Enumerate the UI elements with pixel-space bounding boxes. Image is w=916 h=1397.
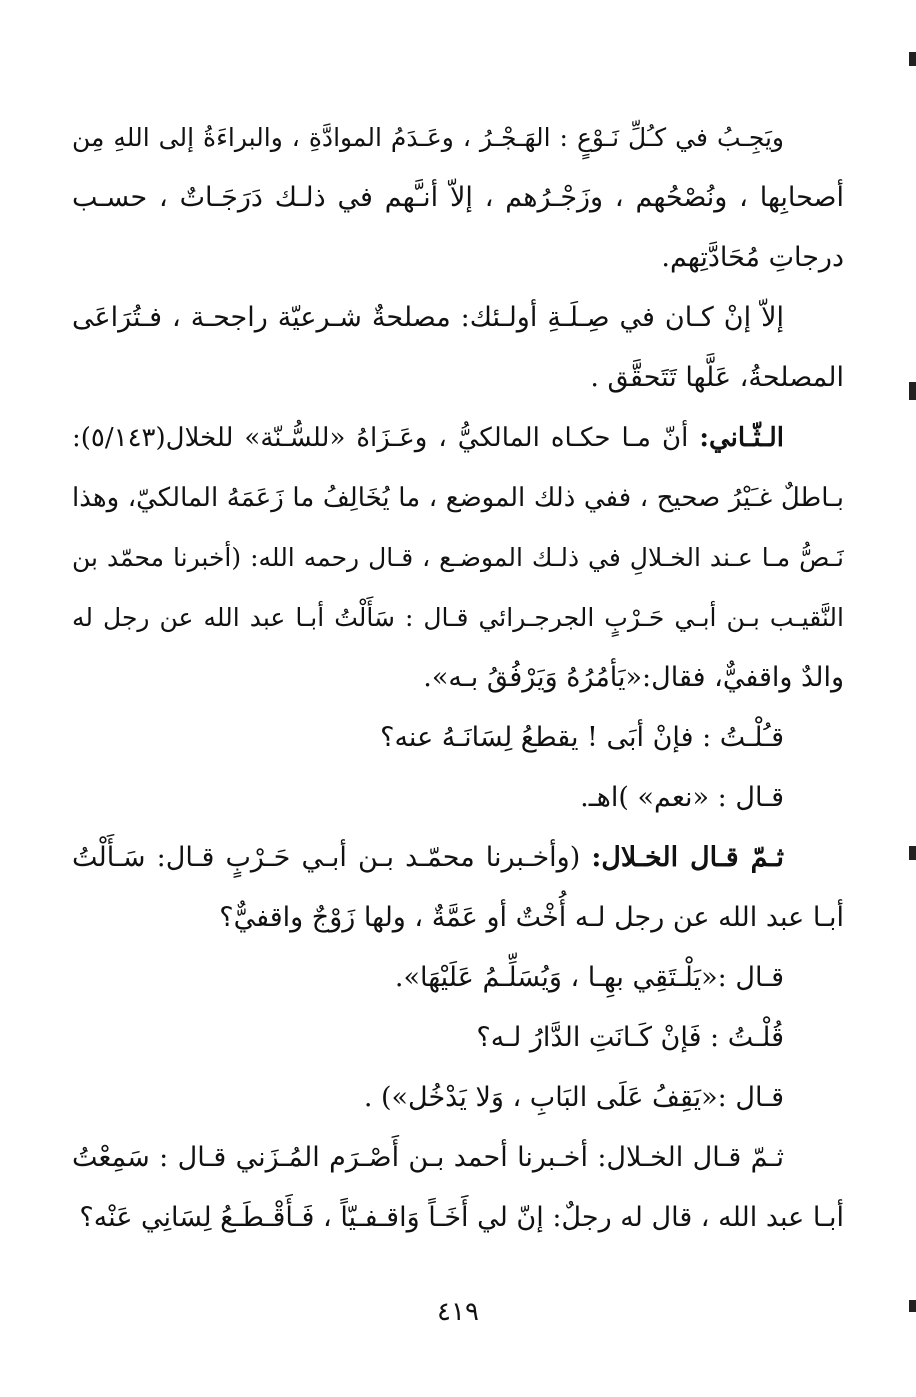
text-line: قـُلْـتُ : فإنْ أبَى ! يقطعُ لِسَانَـهُ عنه؟ [380, 722, 784, 753]
text-line: ثـمّ قـال الخـلال: أخـبرنا أحمد بـن أَصْـرَم المُـزَني قـال : سَمِعْتُ [72, 1142, 784, 1173]
text-line: نَـصُّ مـا عـند الخـلالِ في ذلـك الموضـع ، قـال رحمه الله: (أخبرنا محمّد بن [72, 543, 844, 572]
body-text [72, 108, 844, 1248]
line-rest: (وأخـبرنا محمّـد بـن أبـي حَـرْبٍ قـال: سَـأَلْتُ [72, 842, 592, 873]
edge-mark [909, 846, 916, 860]
text-line: قـال :«يَقِفُ عَلَى البَابِ ، وَلا يَدْخُل») . [363, 1082, 784, 1113]
edge-mark [909, 382, 916, 400]
text-line: قُلْـتُ : فَإنْ كَـانَتِ الدَّارُ لـه؟ [476, 1022, 784, 1053]
line-rest: أنّ مـا حكـاه المالكيُّ ، وعَـزَاهُ «للسُّـنّة» للخلال(٥/١٤٣): [72, 423, 700, 453]
lead-phrase: الـثّـاني: [699, 423, 784, 453]
text-line [72, 408, 844, 468]
page-number: ٤١٩ [437, 1297, 479, 1327]
text-line [72, 828, 844, 888]
text-line: ويَجِـبُ في كـُلِّ نَـوْعٍ : الهَـجْـرُ ، وعَـدَمُ الموادَّةِ ، والبراءَةُ إلى اللهِ مِن [72, 123, 784, 152]
edge-mark [909, 52, 916, 66]
lead-phrase: ثـمّ قـال الخـلال: [591, 842, 784, 873]
text-line: بـاطلٌ غـَيْرُ صحيح ، ففي ذلك الموضع ، ما يُخَالِفُ ما زَعَمَهُ المالكيّ، وهذا [72, 483, 844, 513]
text-line: قـال : «نعم» )اهـ. [580, 782, 784, 813]
text-line: أصحابِها ، ونُصْحُهم ، وزَجْـرُهم ، إلاّ أنـَّهم في ذلـك دَرَجَـاتٌ ، حسـب [72, 182, 844, 213]
text-line: إلاّ إنْ كـان في صِـلَـةِ أولـئك: مصلحةٌ شـرعيّة راجحـة ، فـتُرَاعَى [72, 302, 784, 333]
text-line: قـال :«يَلْـتَقِي بهِـا ، وَيُسَلِّـمُ عَلَيْهَا». [394, 962, 784, 993]
text-line: والدٌ واقفيٌّ، فقال:«يَأمُرُهُ وَيَرْفُقُ بـه». [423, 662, 844, 693]
text-line: أبـا عبد الله ، قال له رجلٌ: إنّ لي أَخَـاً وَاقـفـيّاً ، فَـأَقْـطَـعُ لِسَانِي عَنْه؟ [79, 1202, 844, 1233]
text-line: أبـا عبد الله عن رجل لـه أُخْتٌ أو عَمَّةٌ ، ولها زَوْجٌ واقفيٌّ؟ [219, 902, 844, 933]
text-line: النَّقيـب بـن أبـي حَـرْبٍ الجرجـرائي قـال : سَأَلْتُ أبـا عبد الله عن رجل له [72, 603, 844, 632]
text-line: المصلحةُ، عَلَّها تَتَحقَّق . [590, 362, 844, 393]
text-line: درجاتِ مُحَادَّتِهم. [661, 242, 844, 273]
